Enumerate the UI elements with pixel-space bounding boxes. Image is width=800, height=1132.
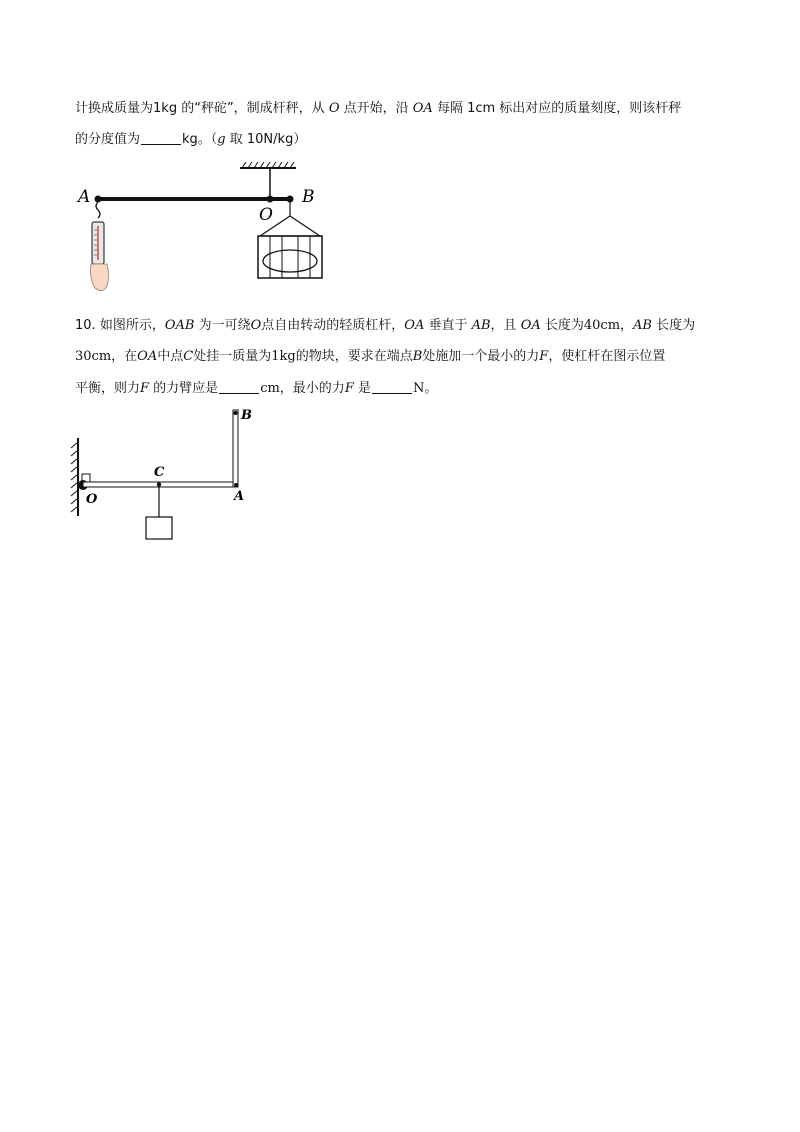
q9-text: 取 10N/kg） (225, 132, 307, 147)
label-b: B (241, 408, 252, 423)
point-b-dot (287, 196, 294, 203)
q9-var-oa: OA (412, 101, 433, 116)
q9-text: 每隔 1cm 标出对应的质量刻度，则该杆秤 (432, 101, 682, 116)
q10-text: 如图所示， (99, 318, 165, 333)
hanging-block (146, 517, 172, 539)
q10-text: ，在 (111, 349, 138, 364)
q10-number: 10. (75, 318, 96, 333)
lever-arm-ab (233, 410, 238, 487)
q10-text: 点自由转动的轻质杠杆， (261, 318, 405, 333)
q10-text-line3 (75, 379, 437, 399)
q9-text: 的分度值为 (75, 132, 141, 147)
q10-lever-figure (66, 404, 266, 546)
q9-steelyard-figure (70, 158, 350, 298)
q9-var-g: g (217, 132, 226, 147)
q9-text-line1 (75, 99, 681, 119)
q10-var-oa: OA (404, 318, 425, 333)
q10-text: 长度为 (652, 318, 696, 333)
label-b: B (302, 187, 315, 207)
q9-mass-value: 1kg (153, 101, 178, 116)
q10-oa-length: 40cm (583, 318, 621, 333)
q10-text: 为一可绕 (194, 318, 251, 333)
point-o-dot (267, 196, 274, 203)
q10-text: 的力臂应是 (149, 381, 219, 396)
point-a-dot (234, 483, 238, 487)
q10-text: 处施加一个最小的力 (422, 349, 540, 364)
q10-text: 中点 (157, 349, 184, 364)
q10-mass-value: 1kg (271, 349, 296, 364)
q10-text: ，使杠杆在图示位置 (548, 349, 666, 364)
q9-text: 点开始，沿 (339, 101, 413, 116)
q10-var-oab: OAB (164, 318, 195, 333)
point-b-dot (234, 411, 238, 415)
scale-hook (96, 202, 100, 218)
q9-text: 的“秤砣”，制成杆秤，从 (177, 101, 329, 116)
q10-text: 处挂一质量为 (193, 349, 272, 364)
q10-text: 垂直于 (424, 318, 472, 333)
q10-arm-answer-blank[interactable] (219, 379, 259, 394)
cage-weight (263, 250, 317, 272)
q10-force-answer-blank[interactable] (372, 379, 412, 394)
q10-text: 。 (424, 381, 438, 396)
label-o: O (86, 492, 98, 507)
q10-text-line2 (75, 347, 665, 367)
q10-var-oa: OA (520, 318, 541, 333)
q10-text: 平衡，则力 (75, 381, 141, 396)
point-c-dot (157, 482, 161, 486)
q10-var-f: F (539, 349, 549, 364)
q10-text: ，最小的力 (279, 381, 345, 396)
q10-var-b: B (412, 349, 423, 364)
q10-unit-cm: cm (260, 381, 280, 396)
q10-var-ab: AB (471, 318, 491, 333)
q10-text: ，且 (490, 318, 521, 333)
q10-unit-n: N (412, 381, 425, 396)
hand-icon (91, 264, 109, 291)
label-a: A (234, 489, 245, 504)
q10-var-f: F (344, 381, 354, 396)
label-c: C (154, 465, 165, 480)
label-a: A (78, 187, 91, 207)
q10-var-o: O (250, 318, 262, 333)
q10-var-c: C (183, 349, 194, 364)
q10-text: 的物块，要求在端点 (295, 349, 413, 364)
q10-var-f: F (140, 381, 150, 396)
wall-hatch (71, 442, 78, 512)
q9-text-line2 (75, 130, 306, 150)
q9-var-o: O (328, 101, 340, 116)
q9-answer-blank[interactable] (141, 130, 181, 145)
point-a-dot (95, 196, 102, 203)
q10-text: ， (620, 318, 634, 333)
q10-text: 长度为 (540, 318, 584, 333)
q9-text: 计换成质量为 (75, 101, 154, 116)
q10-ab-length: 30cm (75, 349, 112, 364)
q10-var-oa: OA (137, 349, 158, 364)
q10-var-ab: AB (633, 318, 652, 333)
label-o: O (259, 205, 273, 225)
q10-text: 是 (353, 381, 371, 396)
q10-text-line1 (75, 316, 695, 336)
q9-text: kg。（ (182, 132, 218, 147)
